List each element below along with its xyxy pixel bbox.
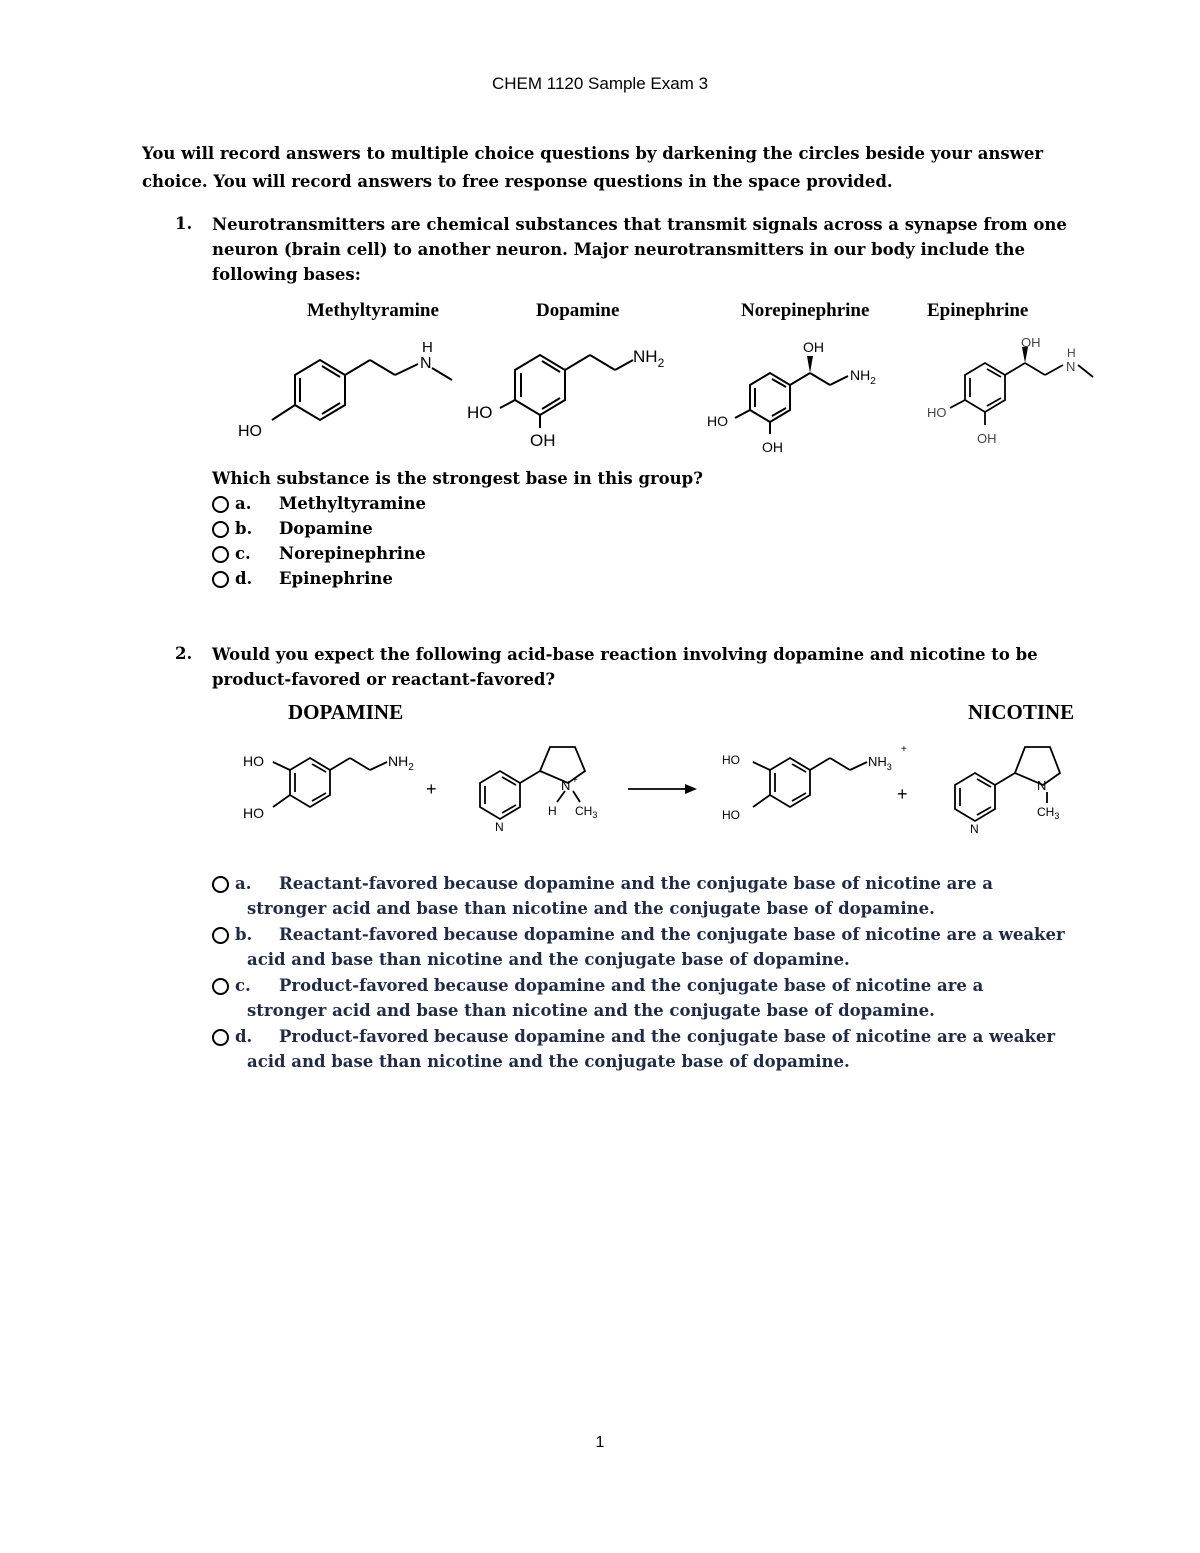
- answer-bubble[interactable]: [212, 927, 229, 944]
- product-dopamine-ho-top: HO: [722, 753, 740, 767]
- reactant-nicotine-charge: +: [572, 775, 578, 786]
- reactant-nicotine-h: H: [548, 804, 557, 818]
- question-1-line-2: neuron (brain cell) to another neuron. Major neurotransmitters in our body include the: [212, 240, 1025, 259]
- q1-option-b-letter: b.: [235, 519, 253, 538]
- methyltyramine-structure: [230, 340, 470, 450]
- q1-option-a-text: Methyltyramine: [279, 494, 427, 513]
- reaction-label-nicotine: NICOTINE: [968, 700, 1075, 724]
- reactant-plus-sign: +: [426, 779, 437, 799]
- q1-option-d-text: Epinephrine: [279, 569, 393, 588]
- norepinephrine-oh-top-label: OH: [803, 339, 824, 355]
- epinephrine-structure: [925, 335, 1110, 455]
- q2-option-d-letter: d.: [235, 1027, 253, 1046]
- norepinephrine-ho-label: HO: [707, 413, 728, 429]
- dopamine-nh2-label: $NH_2$: [633, 347, 665, 370]
- product-nicotine-n: N: [1037, 778, 1047, 793]
- q2-option-a-line-1: Reactant-favored because dopamine and the conjugate base of nicotine are a: [279, 874, 993, 893]
- q2-option-d[interactable]: [212, 1024, 1092, 1074]
- methyltyramine-h-label: H: [422, 339, 433, 356]
- q1-option-a-letter: a.: [235, 494, 252, 513]
- q2-option-a-line-2: stronger acid and base than nicotine and the conjugate base of dopamine.: [247, 899, 935, 918]
- q2-option-d-line-1: Product-favored because dopamine and the conjugate base of nicotine are a weaker: [279, 1027, 1056, 1046]
- answer-bubble[interactable]: [212, 978, 229, 995]
- epinephrine-ho-label: HO: [927, 405, 947, 420]
- q2-option-c-line-2: stronger acid and base than nicotine and the conjugate base of dopamine.: [247, 1001, 935, 1020]
- instructions: [142, 140, 1082, 196]
- dopamine-structure: [465, 340, 685, 455]
- epinephrine-n-label: N: [1066, 359, 1076, 374]
- reaction-label-dopamine: DOPAMINE: [288, 700, 404, 724]
- methyltyramine-ho-label: HO: [238, 423, 262, 440]
- molecule-label-methyltyramine: Methyltyramine: [307, 300, 439, 321]
- norepinephrine-structure: [705, 340, 905, 460]
- reactant-nicotine-n: N: [561, 778, 571, 793]
- reactant-dopamine-ho-top: HO: [243, 753, 264, 769]
- page-number: 1: [595, 1434, 605, 1451]
- q2-option-b-line-1: Reactant-favored because dopamine and the conjugate base of nicotine are a weaker: [279, 925, 1065, 944]
- question-2-text: [212, 642, 1072, 692]
- norepinephrine-nh2-label: $NH_2$: [850, 367, 876, 387]
- product-dopamine-nh3: $NH_3$: [868, 754, 892, 772]
- question-1-text: [212, 212, 1072, 287]
- q2-option-d-line-2: acid and base than nicotine and the conjugate base of dopamine.: [247, 1052, 850, 1071]
- epinephrine-oh-label: OH: [977, 431, 997, 446]
- answer-bubble[interactable]: [212, 1029, 229, 1046]
- question-2-line-2: product-favored or reactant-favored?: [212, 670, 556, 689]
- dopamine-ho-label: HO: [467, 403, 493, 422]
- norepinephrine-wedge: [807, 356, 813, 373]
- question-2-number: 2.: [175, 644, 193, 663]
- methyltyramine-n-label: N: [420, 355, 432, 372]
- product-dopamine-charge: +: [901, 744, 907, 755]
- product-nicotine-ch3: $CH_3$: [1037, 805, 1060, 821]
- molecule-label-epinephrine: Epinephrine: [927, 300, 1029, 321]
- q2-option-c[interactable]: [212, 973, 1092, 1023]
- q1-option-d-letter: d.: [235, 569, 253, 588]
- q2-option-a[interactable]: [212, 871, 1092, 921]
- q1-option-c-letter: c.: [235, 544, 251, 563]
- question-1-line-3: following bases:: [212, 265, 361, 284]
- reactant-nicotine-ch3: $CH_3$: [575, 804, 598, 820]
- reactant-dopamine-nh2: $NH_2$: [388, 753, 414, 773]
- product-nicotine-pyridine-n: N: [970, 822, 979, 836]
- q1-option-a[interactable]: [212, 491, 426, 516]
- q2-option-b-line-2: acid and base than nicotine and the conjugate base of dopamine.: [247, 950, 850, 969]
- product-plus-sign: +: [897, 784, 908, 804]
- answer-bubble[interactable]: [212, 496, 229, 513]
- product-dopamine-ho-bottom: HO: [722, 808, 740, 822]
- reactant-nicotine-pyridine-n: N: [495, 820, 504, 834]
- q2-option-b-letter: b.: [235, 925, 253, 944]
- epinephrine-oh-top-label: OH: [1021, 335, 1041, 350]
- q2-option-c-line-1: Product-favored because dopamine and the conjugate base of nicotine are a: [279, 976, 984, 995]
- dopamine-oh-label: OH: [530, 431, 556, 450]
- molecule-label-dopamine: Dopamine: [536, 300, 620, 321]
- instructions-line-1: You will record answers to multiple choice questions by darkening the circles beside your answer: [142, 144, 1044, 163]
- q1-option-d[interactable]: [212, 566, 393, 591]
- question-1-prompt: Which substance is the strongest base in this group?: [212, 469, 703, 488]
- norepinephrine-oh-label: OH: [762, 439, 783, 455]
- epinephrine-h-label: H: [1067, 346, 1076, 360]
- question-1-number: 1.: [175, 214, 193, 233]
- q1-option-c[interactable]: [212, 541, 426, 566]
- instructions-line-2: choice. You will record answers to free response questions in the space provided.: [142, 172, 893, 191]
- q1-option-b-text: Dopamine: [279, 519, 373, 538]
- answer-bubble[interactable]: [212, 876, 229, 893]
- answer-bubble[interactable]: [212, 521, 229, 538]
- reaction-scheme: [235, 735, 1095, 835]
- q1-option-c-text: Norepinephrine: [279, 544, 426, 563]
- reactant-dopamine-ho-bottom: HO: [243, 805, 264, 821]
- q1-option-b[interactable]: [212, 516, 373, 541]
- molecule-label-norepinephrine: Norepinephrine: [741, 300, 870, 321]
- page-header: CHEM 1120 Sample Exam 3: [491, 74, 709, 93]
- answer-bubble[interactable]: [212, 546, 229, 563]
- q2-option-a-letter: a.: [235, 874, 252, 893]
- answer-bubble[interactable]: [212, 571, 229, 588]
- question-1-line-1: Neurotransmitters are chemical substances that transmit signals across a synapse from one: [212, 215, 1067, 234]
- q2-option-c-letter: c.: [235, 976, 251, 995]
- q2-option-b[interactable]: [212, 922, 1092, 972]
- question-2-line-1: Would you expect the following acid-base reaction involving dopamine and nicotine to be: [212, 645, 1038, 664]
